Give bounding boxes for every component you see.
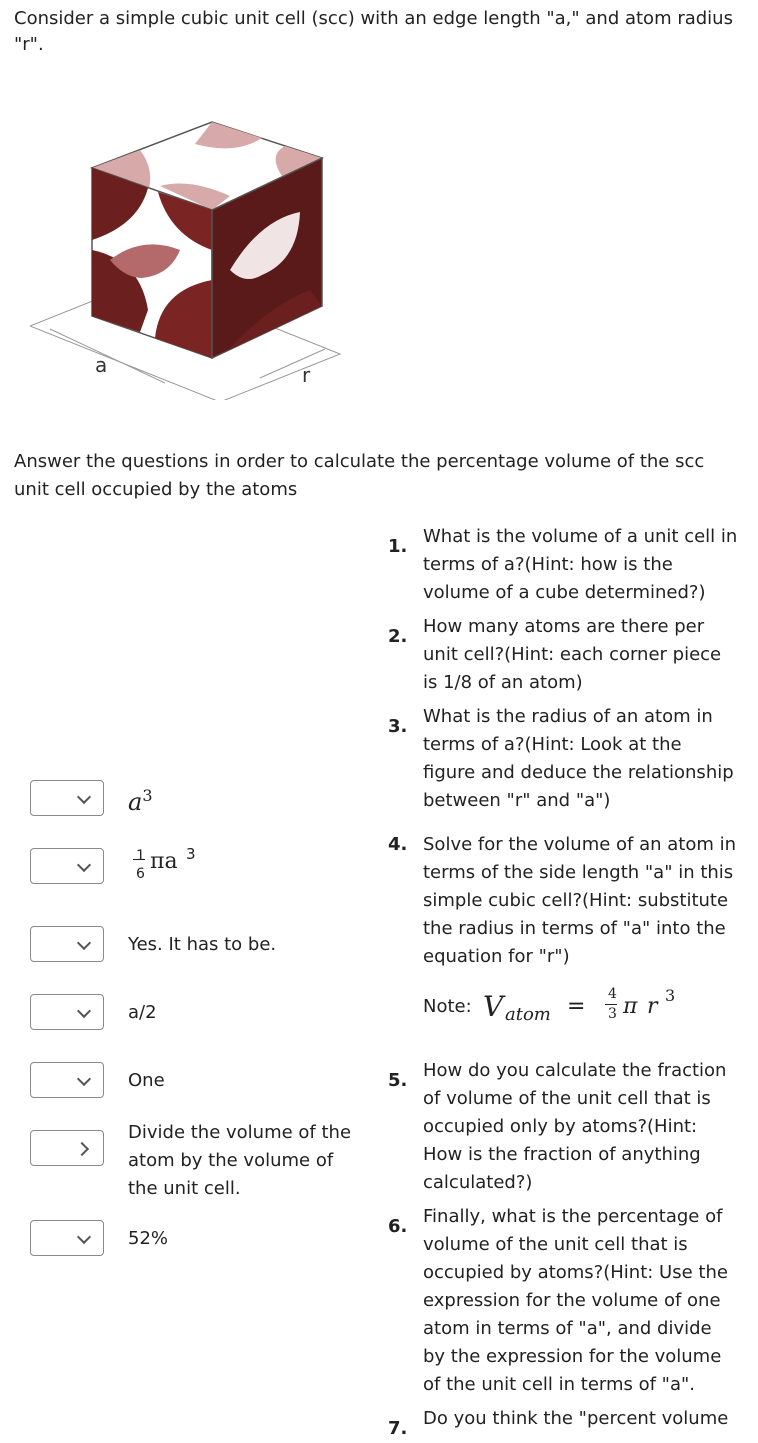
label-a: a [95,353,108,377]
option-a-half: a/2 [128,1002,157,1023]
option-yes: Yes. It has to be. [128,934,277,955]
option-52-percent: 52% [128,1228,169,1249]
option-divide: Divide the volume of the atom by the volume of the unit cell. [128,1122,352,1199]
option-a-cubed: $a^3$ [128,786,153,816]
answer-dropdown-5[interactable] [30,1062,104,1098]
chevron-down-icon [77,858,91,872]
answer-dropdown-3[interactable] [30,926,104,962]
answer-dropdown-4[interactable] [30,994,104,1030]
chevron-down-icon [77,936,91,950]
answer-dropdown-2[interactable] [30,848,104,884]
answer-dropdown-6[interactable] [30,1130,104,1166]
chevron-right-icon [75,1142,89,1156]
note-volume-formula: Note: V atom = 4 3 π r 3 [423,986,676,1025]
answer-dropdown-1[interactable] [30,780,104,816]
chevron-down-icon [77,790,91,804]
instructions-text: Answer the questions in order to calculate the percentage volume of the scc unit cell occupied by the atoms [14,451,705,500]
chevron-down-icon [77,1072,91,1086]
answer-dropdown-7[interactable] [30,1220,104,1256]
chevron-down-icon [77,1004,91,1018]
label-r: r [302,363,311,387]
unit-cell-figure [30,100,350,400]
option-one: One [128,1070,165,1091]
intro-text: Consider a simple cubic unit cell (scc) with an edge length "a," and atom radius "r". [14,8,733,55]
chevron-down-icon [77,1230,91,1244]
